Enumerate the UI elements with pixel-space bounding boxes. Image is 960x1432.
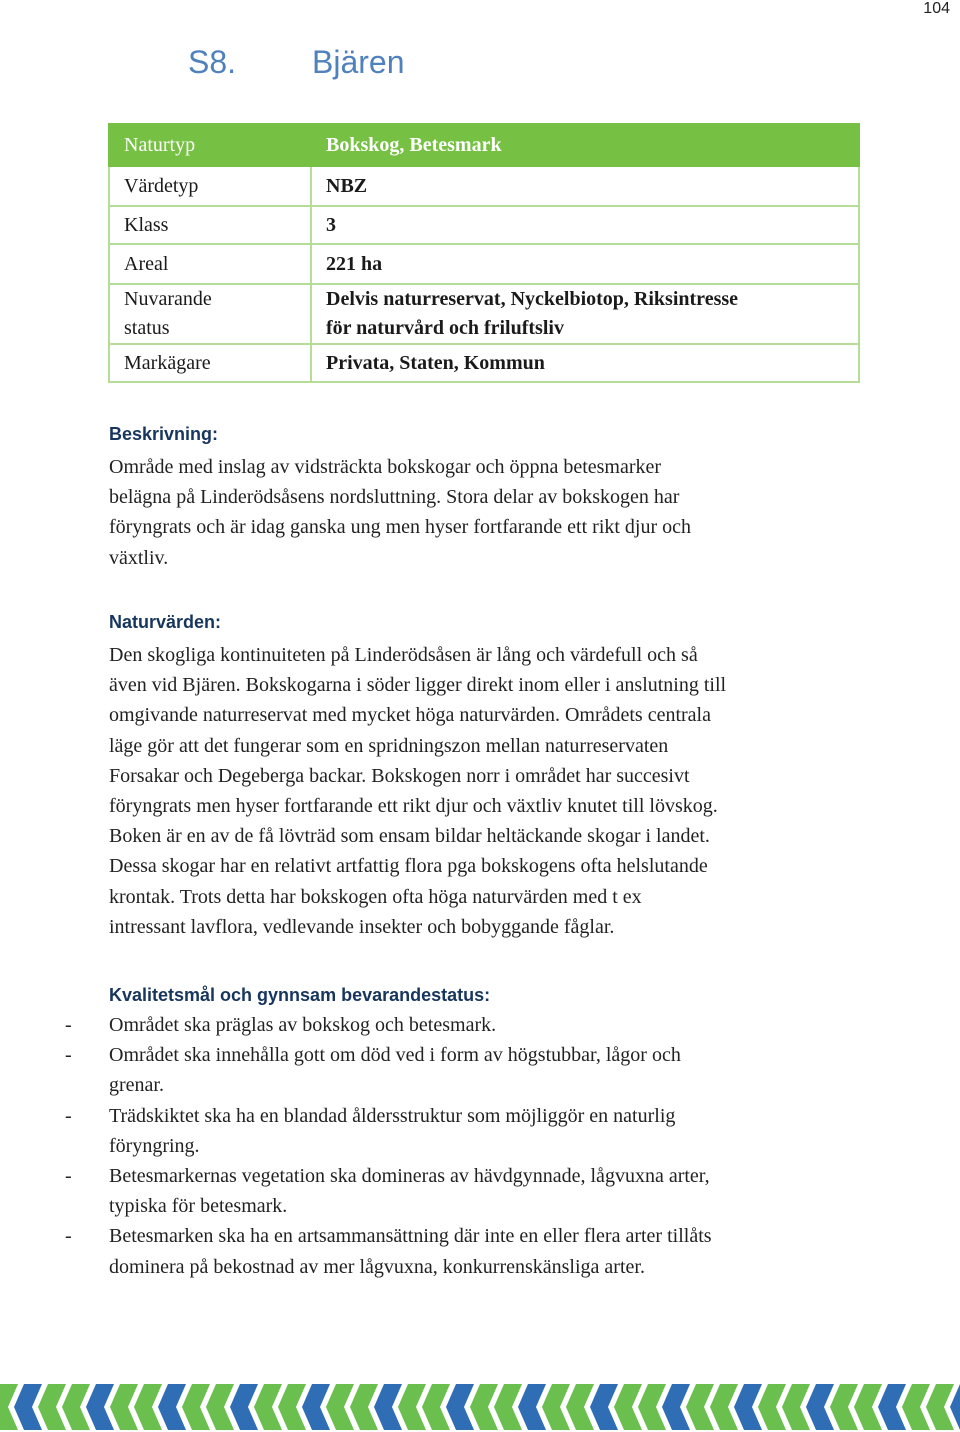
text-line: även vid Bjären. Bokskogarna i söder ligger direkt inom eller i anslutning till: [109, 674, 727, 697]
wave-chevron: [62, 1384, 90, 1430]
facts-row-naturtyp: [109, 124, 859, 166]
facts-label-line: status: [124, 317, 170, 339]
beskrivning-text: [109, 452, 869, 573]
facts-label: Areal: [109, 244, 311, 284]
facts-label-line: Nuvarande: [124, 288, 212, 310]
facts-value: 3: [311, 206, 859, 244]
list-item: [65, 1101, 869, 1161]
facts-table: [108, 123, 860, 383]
text-line: omgivande naturreservat med mycket höga naturvärden. Områdets centrala: [109, 704, 711, 727]
list-item: [65, 1221, 869, 1281]
facts-row-status: [109, 284, 859, 344]
text-line: belägna på Linderödsåsens nordsluttning. Stora delar av bokskogen har: [109, 486, 680, 509]
wave-chevron: [662, 1384, 690, 1430]
wave-chevron: [374, 1384, 402, 1430]
facts-label: Klass: [109, 206, 311, 244]
bullet-dash: -: [65, 1104, 72, 1127]
facts-value-line: för naturvård och friluftsliv: [326, 317, 564, 339]
wave-chevron: [86, 1384, 114, 1430]
wave-chevron: [686, 1384, 714, 1430]
wave-chevron: [542, 1384, 570, 1430]
wave-chevron: [758, 1384, 786, 1430]
facts-value: 221 ha: [311, 244, 859, 284]
facts-row-markagare: [109, 344, 859, 382]
text-line: Betesmarken ska ha en artsammansättning där inte en eller flera arter tillåts: [109, 1225, 712, 1248]
text-line: Området ska präglas av bokskog och betesmark.: [109, 1014, 497, 1036]
wave-chevron: [782, 1384, 810, 1430]
section-number: S8.: [188, 44, 237, 80]
wave-chevron: [422, 1384, 450, 1430]
wave-chevron: [302, 1384, 330, 1430]
text-line: Området ska innehålla gott om död ved i form av högstubbar, lågor och: [109, 1044, 681, 1067]
text-line: Dessa skogar har en relativt artfattig flora pga bokskogens ofta helslutande: [109, 855, 708, 878]
facts-row-vardetyp: [109, 166, 859, 206]
naturvarden-section: [109, 612, 869, 942]
bullet-dash: -: [65, 1044, 72, 1067]
facts-label: Markägare: [109, 344, 311, 382]
beskrivning-section: [109, 424, 869, 573]
goals-list: [65, 1010, 869, 1282]
wave-chevron: [398, 1384, 426, 1430]
list-item: [65, 1040, 869, 1100]
text-line: typiska för betesmark.: [109, 1195, 288, 1218]
facts-label: Värdetyp: [109, 166, 311, 206]
wave-chevron: [590, 1384, 618, 1430]
beskrivning-heading: Beskrivning:: [109, 424, 219, 444]
facts-row-areal: [109, 244, 859, 284]
wave-chevron: [158, 1384, 186, 1430]
wave-chevron: [230, 1384, 258, 1430]
wave-chevron: [806, 1384, 834, 1430]
wave-chevron: [470, 1384, 498, 1430]
wave-chevron: [446, 1384, 474, 1430]
wave-chevron: [278, 1384, 306, 1430]
wave-chevron: [38, 1384, 66, 1430]
wave-chevron: [734, 1384, 762, 1430]
facts-value: Privata, Staten, Kommun: [311, 344, 859, 382]
naturvarden-text: [109, 640, 869, 942]
naturvarden-heading: Naturvärden:: [109, 612, 222, 632]
wave-chevron: [110, 1384, 138, 1430]
wave-chevron: [182, 1384, 210, 1430]
wave-chevron: [494, 1384, 522, 1430]
wave-chevron: [926, 1384, 954, 1430]
text-line: växtliv.: [109, 546, 169, 569]
text-line: dominera på bekostnad av mer lågvuxna, konkurrenskänsliga arter.: [109, 1255, 645, 1278]
bullet-dash: -: [65, 1225, 72, 1248]
wave-chevron: [902, 1384, 930, 1430]
section-name: Bjären: [312, 44, 405, 80]
facts-value: Bokskog, Betesmark: [311, 124, 859, 166]
wave-chevron: [206, 1384, 234, 1430]
bullet-dash: -: [65, 1014, 72, 1036]
facts-row-klass: [109, 206, 859, 244]
facts-label: [109, 284, 311, 344]
bullet-dash: -: [65, 1165, 72, 1188]
wave-chevron: [518, 1384, 546, 1430]
wave-chevron: [710, 1384, 738, 1430]
section-title: [188, 44, 405, 81]
kvalitetsmal-section: [65, 985, 869, 1282]
list-item: [65, 1010, 869, 1040]
text-line: grenar.: [109, 1074, 164, 1097]
wave-chevron: [134, 1384, 162, 1430]
page-number: 104: [923, 0, 950, 17]
text-line: föryngrats men hyser fortfarande ett rikt djur och växtliv knutet till lövskog.: [109, 795, 718, 818]
text-line: krontak. Trots detta har bokskogen ofta höga naturvärden med t ex: [109, 885, 642, 908]
text-line: intressant lavflora, vedlevande insekter och bobyggande fåglar.: [109, 915, 615, 938]
text-line: föryngrats och är idag ganska ung men hyser fortfarande ett rikt djur och: [109, 516, 692, 539]
wave-chevron: [950, 1384, 960, 1430]
facts-value: NBZ: [311, 166, 859, 206]
list-item: [65, 1161, 869, 1221]
wave-chevron: [638, 1384, 666, 1430]
facts-value: [311, 284, 859, 344]
wave-chevron: [326, 1384, 354, 1430]
text-line: Trädskiktet ska ha en blandad åldersstruktur som möjliggör en naturlig: [109, 1104, 676, 1127]
wave-chevron: [566, 1384, 594, 1430]
wave-chevron: [878, 1384, 906, 1430]
wave-chevron: [254, 1384, 282, 1430]
text-line: Betesmarkernas vegetation ska domineras av hävdgynnade, lågvuxna arter,: [109, 1165, 710, 1188]
text-line: föryngring.: [109, 1134, 200, 1157]
wave-chevron: [14, 1384, 42, 1430]
facts-label: Naturtyp: [109, 124, 311, 166]
wave-chevron: [350, 1384, 378, 1430]
text-line: läge gör att det fungerar som en spridningszon mellan naturreservaten: [109, 734, 669, 757]
wave-chevron: [854, 1384, 882, 1430]
kvalitetsmal-heading: Kvalitetsmål och gynnsam bevarandestatus:: [109, 985, 491, 1005]
facts-value-line: Delvis naturreservat, Nyckelbiotop, Riksintresse: [326, 288, 739, 310]
wave-chevron: [830, 1384, 858, 1430]
text-line: Forsakar och Degeberga backar. Bokskogen norr i området har succesivt: [109, 764, 690, 787]
text-line: Område med inslag av vidsträckta bokskogar och öppna betesmarker: [109, 456, 662, 478]
text-line: Boken är en av de få lövträd som ensam bildar heltäckande skogar i landet.: [109, 825, 710, 848]
decorative-wave-band: [0, 1384, 960, 1430]
text-line: Den skogliga kontinuiteten på Linderödsåsen är lång och värdefull och så: [109, 644, 698, 666]
wave-chevron: [614, 1384, 642, 1430]
